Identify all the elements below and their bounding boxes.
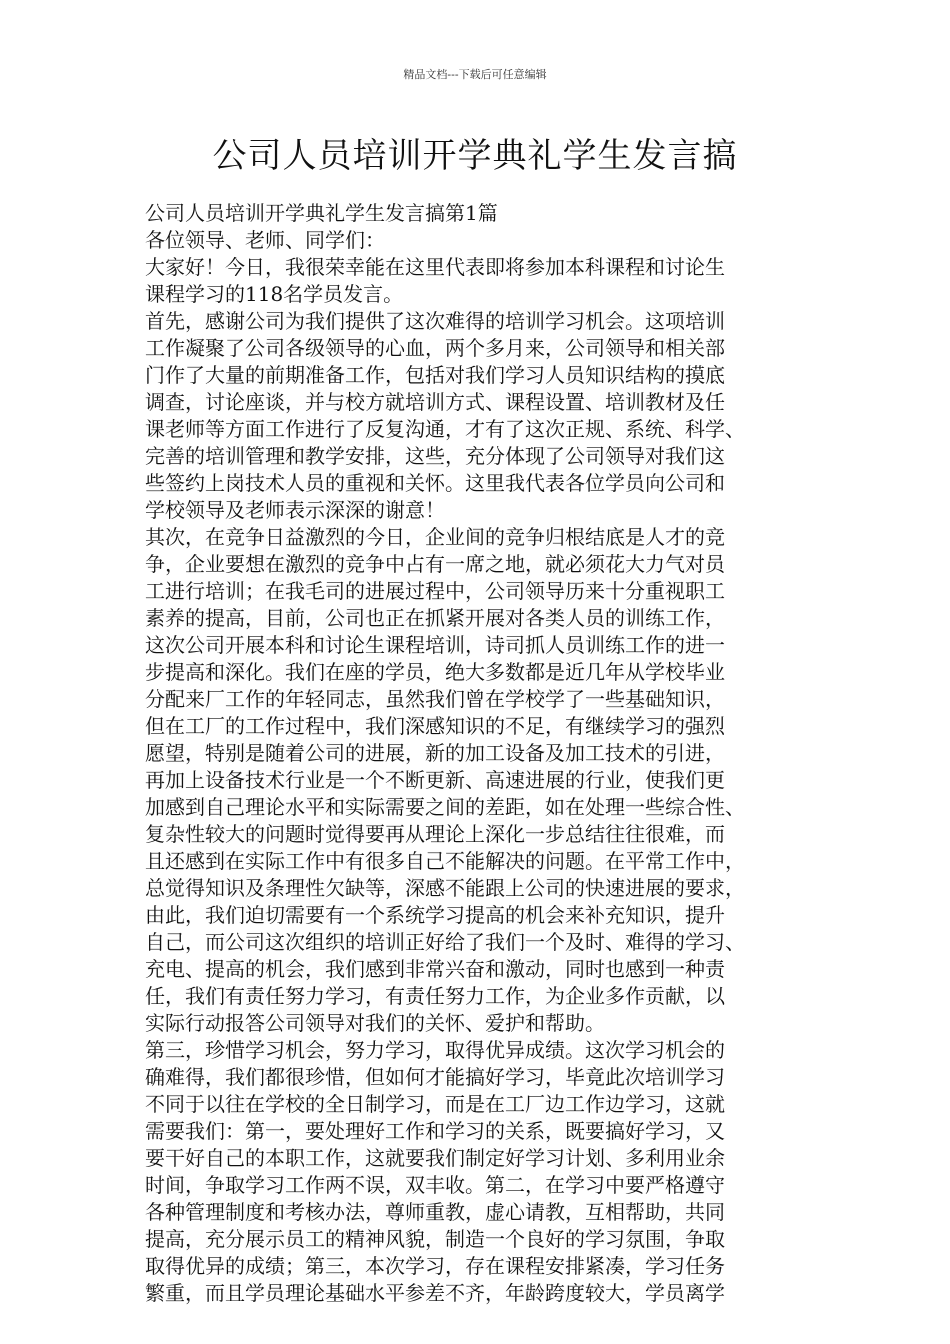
body-text-line: 确难得，我们都很珍惜，但如何才能搞好学习，毕竟此次培训学习 <box>145 1065 725 1089</box>
body-text-line: 各种管理制度和考核办法，尊师重教，虚心请教，互相帮助，共同 <box>145 1200 725 1224</box>
body-text-line: 学校领导及老师表示深深的谢意！ <box>145 498 445 522</box>
body-text-line: 提高，充分展示员工的精神风貌，制造一个良好的学习氛围，争取 <box>145 1227 725 1251</box>
document-body <box>145 200 825 1307</box>
body-text-line: 充电、提高的机会，我们感到非常兴奋和激动，同时也感到一种责 <box>145 957 725 981</box>
body-text-line: 调查，讨论座谈，并与校方就培训方式、课程设置、培训教材及任 <box>145 390 725 414</box>
body-text-line: 实际行动报答公司领导对我们的关怀、爱护和帮助。 <box>145 1011 605 1035</box>
body-text-line: 再加上设备技术行业是一个不断更新、高速进展的行业，使我们更 <box>145 768 725 792</box>
body-text-line: 要干好自己的本职工作，这就要我们制定好学习计划、多利用业余 <box>145 1146 725 1170</box>
body-text-line: 任，我们有责任努力学习，有责任努力工作，为企业多作贡献，以 <box>145 984 725 1008</box>
body-text-line: 工作凝聚了公司各级领导的心血，两个多月来，公司领导和相关部 <box>145 336 725 360</box>
body-text-line: 加感到自己理论水平和实际需要之间的差距，如在处理一些综合性、 <box>145 795 745 819</box>
body-text-line: 总觉得知识及条理性欠缺等，深感不能跟上公司的快速进展的要求， <box>145 876 745 900</box>
body-text-line: 素养的提高，目前，公司也正在抓紧开展对各类人员的训练工作， <box>145 606 725 630</box>
body-text-line: 且还感到在实际工作中有很多自己不能解决的问题。在平常工作中， <box>145 849 745 873</box>
body-text-line: 课老师等方面工作进行了反复沟通，才有了这次正规、系统、科学、 <box>145 417 745 441</box>
body-text-line: 分配来厂工作的年轻同志，虽然我们曾在学校学了一些基础知识， <box>145 687 725 711</box>
body-text-line: 完善的培训管理和教学安排，这些，充分体现了公司领导对我们这 <box>145 444 725 468</box>
body-text-line: 这次公司开展本科和讨论生课程培训，诗司抓人员训练工作的进一 <box>145 633 725 657</box>
body-text-line: 第三，珍惜学习机会，努力学习，取得优异成绩。这次学习机会的 <box>145 1038 725 1062</box>
body-text-line: 课程学习的118名学员发言。 <box>145 282 404 306</box>
body-text-line: 由此，我们迫切需要有一个系统学习提高的机会来补充知识，提升 <box>145 903 725 927</box>
body-text-line: 工进行培训；在我毛司的进展过程中，公司领导历来十分重视职工 <box>145 579 725 603</box>
body-text-line: 门作了大量的前期准备工作，包括对我们学习人员知识结构的摸底 <box>145 363 725 387</box>
body-text-line: 些签约上岗技术人员的重视和关怀。这里我代表各位学员向公司和 <box>145 471 725 495</box>
body-text-line: 不同于以往在学校的全日制学习，而是在工厂边工作边学习，这就 <box>145 1092 725 1116</box>
body-text-line: 步提高和深化。我们在座的学员，绝大多数都是近几年从学校毕业 <box>145 660 725 684</box>
body-text-line: 愿望，特别是随着公司的进展，新的加工设备及加工技术的引进， <box>145 741 725 765</box>
body-text-line: 争，企业要想在激烈的竞争中占有一席之地，就必须花大力气对员 <box>145 552 725 576</box>
body-text-line: 大家好！今日，我很荣幸能在这里代表即将参加本科课程和讨论生 <box>145 255 725 279</box>
body-text-line: 自己，而公司这次组织的培训正好给了我们一个及时、难得的学习、 <box>145 930 745 954</box>
body-text-line: 但在工厂的工作过程中，我们深感知识的不足，有继续学习的强烈 <box>145 714 725 738</box>
document-title: 公司人员培训开学典礼学生发言搞 <box>212 136 738 176</box>
body-text-line: 复杂性较大的问题时觉得要再从理论上深化一步总结往往很难，而 <box>145 822 725 846</box>
body-text-line: 需要我们：第一，要处理好工作和学习的关系，既要搞好学习，又 <box>145 1119 725 1143</box>
body-text-line: 其次，在竞争日益激烈的今日，企业间的竞争归根结底是人才的竞 <box>145 525 725 549</box>
body-text-line: 时间，争取学习工作两不误，双丰收。第二，在学习中要严格遵守 <box>145 1173 725 1197</box>
body-text-line: 取得优异的成绩；第三，本次学习，存在课程安排紧凑，学习任务 <box>145 1254 725 1278</box>
body-text-line: 各位领导、老师、同学们： <box>145 228 385 252</box>
body-text-line: 公司人员培训开学典礼学生发言搞第1篇 <box>145 201 498 225</box>
body-text-line: 首先，感谢公司为我们提供了这次难得的培训学习机会。这项培训 <box>145 309 725 333</box>
header-note: 精品文档---下载后可任意编辑 <box>403 68 547 81</box>
body-text-line: 繁重，而且学员理论基础水平参差不齐，年龄跨度较大，学员离学 <box>145 1281 725 1305</box>
